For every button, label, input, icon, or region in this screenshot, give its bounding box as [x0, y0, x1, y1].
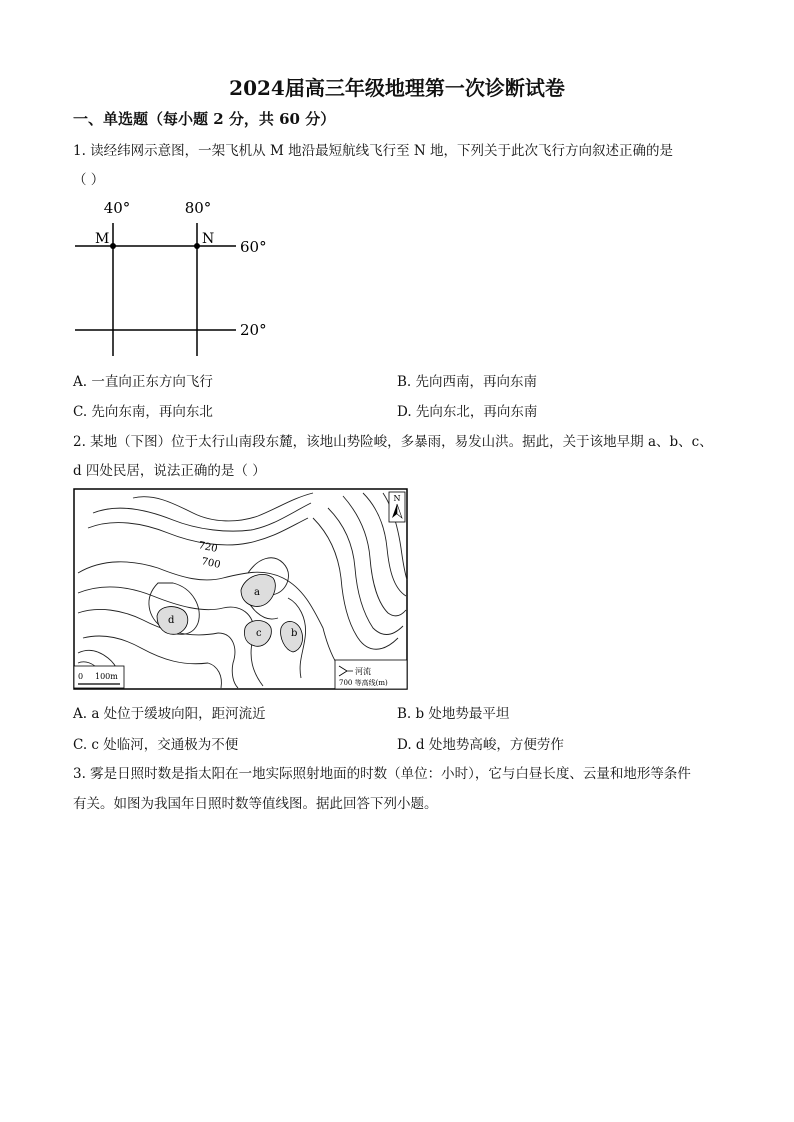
latitude-label-60: 60° [240, 238, 267, 256]
legend-contour-label: 700 等高线(m) [339, 679, 388, 687]
contour-map [73, 488, 409, 691]
point-n-label: N [202, 231, 215, 247]
longitude-label-40: 40° [103, 199, 131, 217]
q2-option-d: D. d 处地势高峻，方便劳作 [397, 737, 564, 753]
q1-option-a: A. 一直向正东方向飞行 [73, 374, 213, 390]
settlement-d-label: d [168, 615, 175, 626]
section-heading: 一、单选题（每小题 2 分，共 60 分） [73, 110, 336, 128]
legend-river-label: 河流 [355, 667, 371, 676]
question-2-text: 2. 某地（下图）位于太行山南段东麓，该地山势险峻，多暴雨，易发山洪。据此，关于该地早期 a、b、c、 [73, 434, 713, 450]
contour-label-720: 720 [197, 540, 219, 555]
settlement-b-label: b [291, 628, 298, 639]
scale-zero-label: 0 [78, 672, 84, 681]
north-label: N [393, 494, 401, 503]
q1-option-b: B. 先向西南，再向东南 [397, 374, 538, 390]
contour-label-700: 700 [200, 556, 222, 571]
q2-option-b: B. b 处地势最平坦 [397, 706, 510, 722]
scale-distance-label: 100m [95, 672, 118, 681]
q1-option-c: C. 先向东南，再向东北 [73, 404, 213, 420]
q2-option-c: C. c 处临河，交通极为不便 [73, 737, 239, 753]
question-1-bracket: （ ） [73, 172, 105, 188]
graticule-figure [70, 195, 270, 360]
latitude-label-20: 20° [240, 321, 267, 339]
point-n-marker [194, 243, 200, 249]
settlement-c-label: c [256, 628, 262, 639]
q1-option-d: D. 先向东北，再向东南 [397, 404, 538, 420]
settlement-a-label: a [254, 587, 260, 598]
question-3-text: 3. 雾是日照时数是指太阳在一地实际照射地面的时数（单位：小时），它与白昼长度、云量和地形等条件 [73, 766, 691, 782]
map-frame [74, 489, 407, 689]
longitude-label-80: 80° [184, 199, 212, 217]
point-m-marker [110, 243, 116, 249]
question-1-text: 1. 读经纬网示意图，一架飞机从 M 地沿最短航线飞行至 N 地，下列关于此次飞行方向叙述正确的是 [73, 143, 673, 159]
page-title: 2024届高三年级地理第一次诊断试卷 [229, 76, 565, 100]
question-3-text-cont: 有关。如图为我国年日照时数等值线图。据此回答下列小题。 [73, 796, 438, 812]
question-2-text-cont: d 四处民居，说法正确的是（ ） [73, 463, 266, 479]
point-m-label: M [95, 231, 110, 247]
q2-option-a: A. a 处位于缓坡向阳，距河流近 [73, 706, 266, 722]
